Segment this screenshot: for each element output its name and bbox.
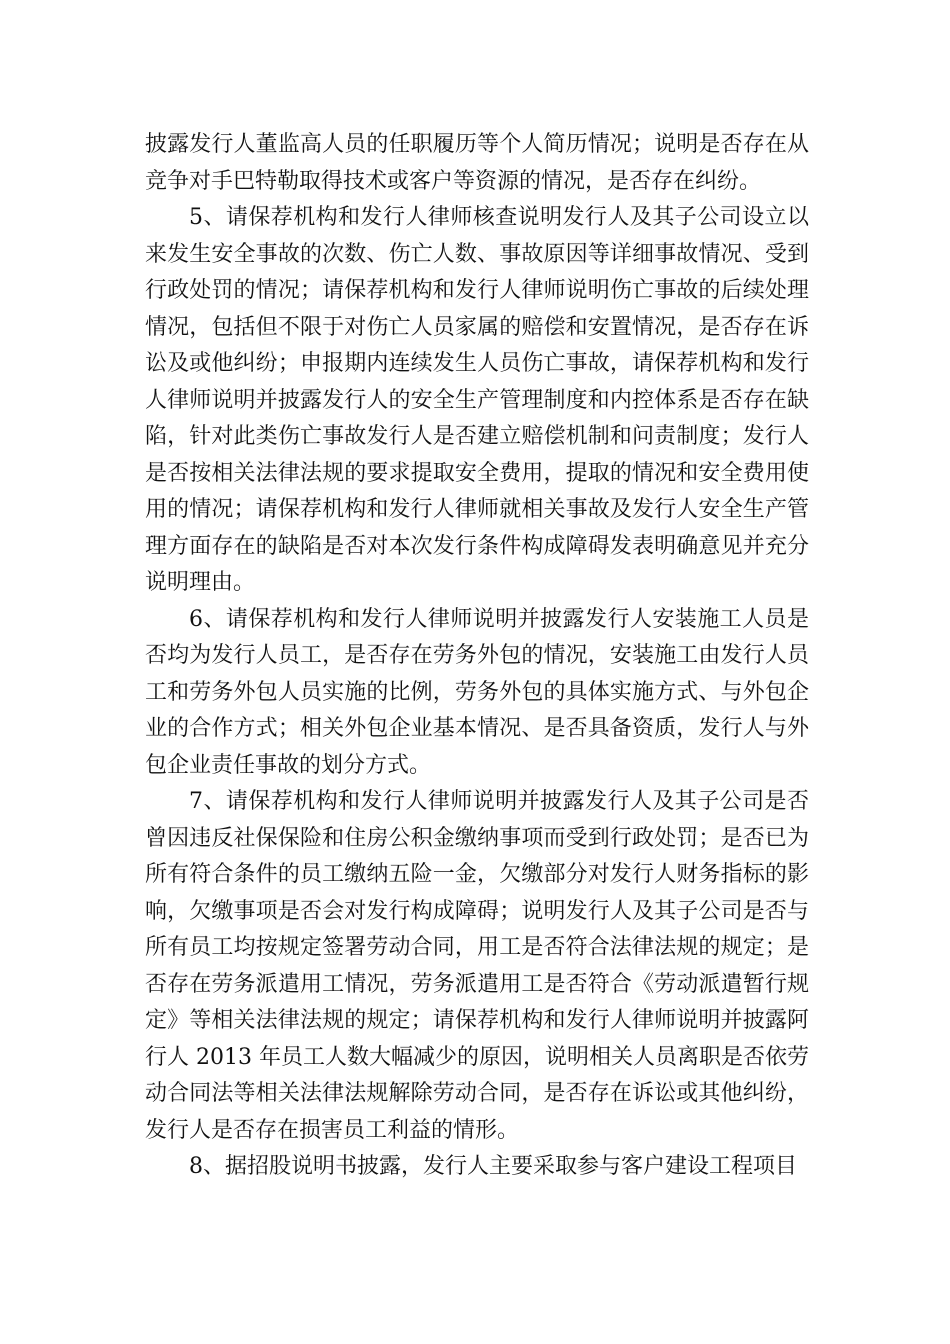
paragraph-continuation: 披露发行人董监高人员的任职履历等个人简历情况；说明是否存在从竞争对手巴特勒取得技术或客户等资源的情况，是否存在纠纷。: [145, 132, 809, 194]
document-body: [145, 127, 809, 1186]
paragraph-item-7: 7、请保荐机构和发行人律师说明并披露发行人及其子公司是否曾因违反社保保险和住房公积金缴纳事项而受到行政处罚；是否已为所有符合条件的员工缴纳五险一金，欠缴部分对发行人财务指标的影响，欠缴事项是否会对发行构成障碍；说明发行人及其子公司是否与所有员工均按规定签署劳动合同，用工是否符合法律法规的规定；是否存在劳务派遣用工情况，劳务派遣用工是否符合《劳动派遣暂行规定》等相关法律法规的规定；请保荐机构和发行人律师说明并披露阿行人 2013 年员工人数大幅减少的原因，说明相关人员离职是否依劳动合同法等相关法律法规解除劳动合同，是否存在诉讼或其他纠纷，发行人是否存在损害员工利益的情形。: [145, 789, 809, 1143]
paragraph-item-5: 5、请保荐机构和发行人律师核查说明发行人及其子公司设立以来发生安全事故的次数、伤亡人数、事故原因等详细事故情况、受到行政处罚的情况；请保荐机构和发行人律师说明伤亡事故的后续处理情况，包括但不限于对伤亡人员家属的赔偿和安置情况，是否存在诉讼及或他纠纷；申报期内连续发生人员伤亡事故，请保荐机构和发行人律师说明并披露发行人的安全生产管理制度和内控体系是否存在缺陷，针对此类伤亡事故发行人是否建立赔偿机制和问责制度；发行人是否按相关法律法规的要求提取安全费用，提取的情况和安全费用使用的情况；请保荐机构和发行人律师就相关事故及发行人安全生产管理方面存在的缺陷是否对本次发行条件构成障碍发表明确意见并充分说明理由。: [145, 205, 809, 595]
paragraph-item-6: 6、请保荐机构和发行人律师说明并披露发行人安装施工人员是否均为发行人员工，是否存在劳务外包的情况，安装施工由发行人员工和劳务外包人员实施的比例，劳务外包的具体实施方式、与外包企业的合作方式；相关外包企业基本情况、是否具备资质，发行人与外包企业责任事故的划分方式。: [145, 606, 809, 778]
paragraph-item-8: 8、据招股说明书披露，发行人主要采取参与客户建设工程项目: [189, 1154, 797, 1179]
